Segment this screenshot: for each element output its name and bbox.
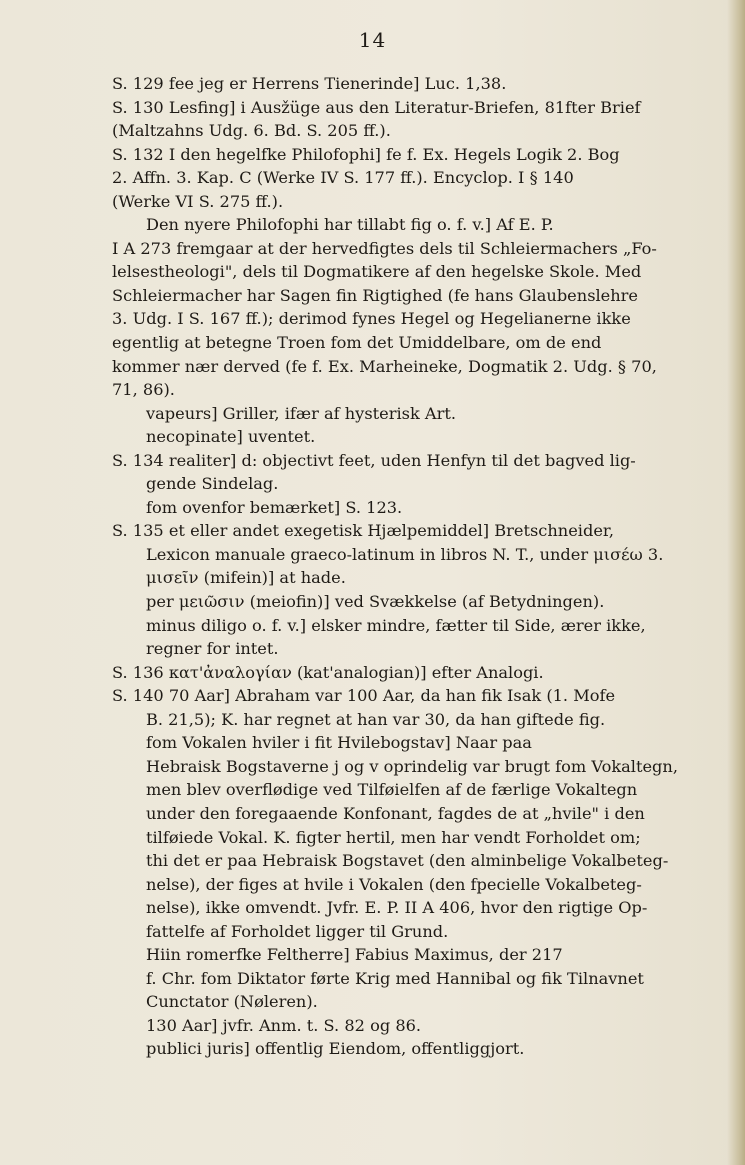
note-line: lelsestheologi", dels til Dogmatikere af den hegelske Skole. Med bbox=[112, 262, 642, 282]
note-s135 bbox=[112, 519, 697, 660]
page-edge bbox=[727, 0, 745, 1165]
note-line: regner for intet. bbox=[146, 639, 279, 659]
note-line: necopinate] uventet. bbox=[146, 427, 316, 447]
note-s136 bbox=[112, 661, 697, 685]
note-line: under den foregaaende Konfonant, fagdes de at „hvile" i den bbox=[146, 803, 645, 823]
note-line: S. 134 realiter] d: objectivt feet, uden Henfyn til det bagved lig- bbox=[112, 450, 636, 470]
note-line: Lexicon manuale graeco-latinum in libros N. T., under μισέω 3. bbox=[146, 544, 664, 564]
note-line: fom ovenfor bemærket] S. 123. bbox=[146, 497, 403, 517]
note-line: S. 135 et eller andet exegetisk Hjælpemiddel] Bretschneider, bbox=[112, 521, 615, 541]
note-line: S. 136 κατ'ἀναλογίαν (kat'analogian)] efter Analogi. bbox=[112, 662, 544, 682]
note-line: μισεῖν (mifein)] at hade. bbox=[146, 568, 346, 588]
note-line: nelse), ikke omvendt. Jvfr. E. P. II A 406, hvor den rigtige Op- bbox=[146, 898, 648, 918]
note-line: Hebraisk Bogstaverne j og v oprindelig var brugt fom Vokaltegn, bbox=[146, 756, 678, 776]
note-line: 2. Affn. 3. Kap. C (Werke IV S. 177 ff.). Encyclop. I § 140 bbox=[112, 168, 574, 188]
note-line: kommer nær derved (fe f. Ex. Marheineke, Dogmatik 2. Udg. § 70, bbox=[112, 356, 657, 376]
note-line: minus diligo o. f. v.] elsker mindre, fætter til Side, ærer ikke, bbox=[146, 615, 646, 635]
note-line: 130 Aar] jvfr. Anm. t. S. 82 og 86. bbox=[146, 1015, 422, 1035]
note-line: fattelfe af Forholdet ligger til Grund. bbox=[146, 921, 449, 941]
note-line: S. 140 70 Aar] Abraham var 100 Aar, da han fik Isak (1. Mofe bbox=[112, 686, 616, 706]
note-line: thi det er paa Hebraisk Bogstavet (den alminbelige Vokalbeteg- bbox=[146, 851, 669, 871]
note-line: (Werke VI S. 275 ff.). bbox=[112, 191, 284, 211]
note-line: nelse), der figes at hvile i Vokalen (den fpecielle Vokalbeteg- bbox=[146, 874, 642, 894]
page-number: 14 bbox=[358, 28, 387, 52]
note-line: S. 132 I den hegelfke Philofophi] fe f. Ex. Hegels Logik 2. Bog bbox=[112, 144, 620, 164]
note-s129 bbox=[112, 72, 697, 96]
note-line: Den nyere Philofophi har tillabt fig o. f. v.] Af E. P. bbox=[146, 215, 554, 235]
note-line: egentlig at betegne Troen fom det Umiddelbare, om de end bbox=[112, 333, 602, 353]
note-line: gende Sindelag. bbox=[146, 474, 279, 494]
note-s134 bbox=[112, 449, 697, 520]
note-line: Cunctator (Nøleren). bbox=[146, 992, 318, 1012]
note-line: 3. Udg. I S. 167 ff.); derimod fynes Hegel og Hegelianerne ikke bbox=[112, 309, 631, 329]
notes-body bbox=[112, 72, 697, 1061]
note-line: f. Chr. fom Diktator førte Krig med Hannibal og fik Tilnavnet bbox=[146, 968, 644, 988]
note-s130 bbox=[112, 96, 697, 143]
note-s132 bbox=[112, 143, 697, 449]
note-line: men blev overflødige ved Tilføielfen af de færlige Vokaltegn bbox=[146, 780, 638, 800]
note-s140 bbox=[112, 684, 697, 1061]
note-line: S. 130 Lesfing] i Ausžüge aus den Literatur-Briefen, 81fter Brief bbox=[112, 97, 641, 117]
note-line: 71, 86). bbox=[112, 380, 175, 400]
note-line: publici juris] offentlig Eiendom, offentliggjort. bbox=[146, 1039, 525, 1059]
note-line: Schleiermacher har Sagen fin Rigtighed (fe hans Glaubenslehre bbox=[112, 285, 638, 305]
note-line: Hiin romerfke Feltherre] Fabius Maximus, der 217 bbox=[146, 945, 563, 965]
note-line: (Maltzahns Udg. 6. Bd. S. 205 ff.). bbox=[112, 121, 391, 141]
note-line: fom Vokalen hviler i fit Hvilebogstav] Naar paa bbox=[146, 733, 532, 753]
note-line: vapeurs] Griller, ifær af hysterisk Art. bbox=[146, 403, 456, 423]
note-line: S. 129 fee jeg er Herrens Tienerinde] Luc. 1,38. bbox=[112, 74, 507, 93]
note-line: B. 21,5); K. har regnet at han var 30, da han giftede fig. bbox=[146, 709, 606, 729]
note-line: tilføiede Vokal. K. figter hertil, men har vendt Forholdet om; bbox=[146, 827, 641, 847]
note-line: per μειῶσιν (meiofin)] ved Svækkelse (af Betydningen). bbox=[146, 592, 605, 612]
note-line: I A 273 fremgaar at der hervedfigtes dels til Schleiermachers „Fo- bbox=[112, 238, 657, 258]
